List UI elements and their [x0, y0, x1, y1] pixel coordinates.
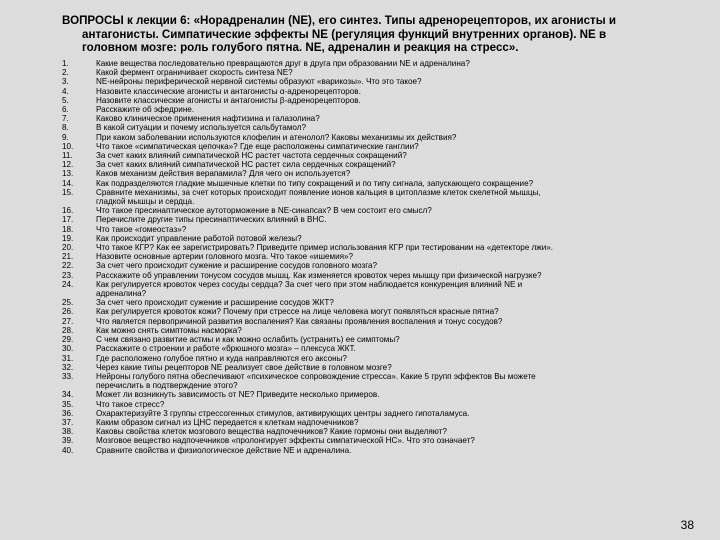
- question-text: [96, 169, 684, 178]
- question-text-line: Сравните свойства и физиологическое действие NE и адреналина.: [96, 445, 352, 455]
- question-item: [62, 363, 684, 372]
- title-line-3: головном мозге: роль голубого пятна. NE, адреналин и реакция на стресс».: [82, 41, 519, 55]
- question-text-line: Как регулируется кровоток через сосуды сердца? За счет чего при этом наблюдается конкуренция влияний NE и: [96, 279, 523, 289]
- question-number: 29.: [62, 335, 74, 345]
- question-text: [96, 77, 684, 86]
- question-text: [96, 446, 684, 455]
- question-text-line: Что такое «симпатическая цепочка»? Где еще расположены симпатические ганглии?: [96, 141, 419, 151]
- question-text-line: Как происходит управление работой потовой железы?: [96, 233, 302, 243]
- question-text-line: За счет чего происходит сужение и расширение сосудов головного мозга?: [96, 261, 378, 271]
- question-text-line: Какие вещества последовательно превращаются друг в друга при образовании NE и адреналина?: [96, 59, 470, 68]
- question-text-line: За счет чего происходит сужение и расширение сосудов ЖКТ?: [96, 298, 334, 308]
- question-item: [62, 390, 684, 399]
- question-text-line: NE-нейроны периферической нервной системы образуют «варикозы». Что это такое?: [96, 77, 422, 87]
- question-text-line: Мозговое вещество надпочечников «пролонгирует эффекты симпатической НС». Что это означает?: [96, 436, 475, 446]
- question-item: [62, 179, 684, 188]
- question-text-line: Сравните механизмы, за счет которых происходит появление ионов кальция в цитоплазме клеток скелетной мышцы,: [96, 187, 541, 197]
- question-item: [62, 68, 684, 77]
- question-item: [62, 436, 684, 445]
- question-number: 13.: [62, 169, 74, 179]
- question-text-line: При каком заболевании используются клофелин и атенолол? Каковы механизмы их действия?: [96, 132, 457, 142]
- question-text: [96, 68, 684, 77]
- question-text: [96, 234, 684, 243]
- question-number: 39.: [62, 436, 74, 446]
- question-text-line: Назовите основные артерии головного мозга. Что такое «ишемия»?: [96, 252, 354, 262]
- question-item: [62, 225, 684, 234]
- question-text: [96, 298, 684, 307]
- question-text: [96, 142, 684, 151]
- question-text: [96, 215, 684, 224]
- question-item: [62, 344, 684, 353]
- question-number: 36.: [62, 408, 74, 418]
- question-text: [96, 188, 684, 206]
- question-number: 26.: [62, 307, 74, 317]
- question-item: [62, 206, 684, 215]
- question-text-line: Что такое пресинаптическое аутоторможение в NE-синапсах? В чем состоит его смысл?: [96, 206, 432, 216]
- question-item: [62, 151, 684, 160]
- question-text-line: Расскажите о строении и работе «брюшного мозга» – плексуса ЖКТ.: [96, 344, 356, 354]
- question-text: [96, 105, 684, 114]
- question-item: [62, 142, 684, 151]
- question-text: [96, 160, 684, 169]
- question-number: 30.: [62, 344, 74, 354]
- question-text-line: перечислить в подтверждение этого?: [96, 381, 238, 391]
- question-text: [96, 363, 684, 372]
- question-number: 35.: [62, 399, 74, 409]
- question-item: [62, 133, 684, 142]
- question-text: [96, 317, 684, 326]
- question-item: [62, 418, 684, 427]
- question-text-line: Что такое КГР? Как ее зарегистрировать? Приведите пример использования КГР при тестировании на «детекторе лжи».: [96, 243, 554, 253]
- question-number: 25.: [62, 298, 74, 308]
- question-number: 1.: [62, 59, 69, 68]
- question-text-line: В какой ситуации и почему используется сальбутамол?: [96, 123, 307, 133]
- question-text: [96, 96, 684, 105]
- question-text: [96, 307, 684, 316]
- question-number: 12.: [62, 160, 74, 170]
- question-text-line: Охарактеризуйте 3 группы стрессогенных стимулов, активирующих центры заднего гипоталамуса.: [96, 408, 470, 418]
- question-text-line: Может ли возникнуть зависимость от NE? Приведите несколько примеров.: [96, 390, 380, 400]
- question-number: 7.: [62, 114, 69, 124]
- question-number: 14.: [62, 178, 74, 188]
- question-number: 2.: [62, 68, 69, 78]
- title-line-2: антагонисты. Симпатические эффекты NE (регуляция функций внутренних органов). NE в: [82, 27, 607, 41]
- question-text: [96, 87, 684, 96]
- question-item: [62, 427, 684, 436]
- question-text-line: За счет каких влияний симпатической НС растет сила сердечных сокращений?: [96, 160, 396, 170]
- question-text: [96, 335, 684, 344]
- question-item: [62, 409, 684, 418]
- question-number: 8.: [62, 123, 69, 133]
- question-item: [62, 317, 684, 326]
- question-text-line: Какой фермент ограничивает скорость синтеза NE?: [96, 68, 293, 78]
- question-text: [96, 436, 684, 445]
- question-item: [62, 188, 684, 206]
- question-text-line: За счет каких влияний симпатической НС растет частота сердечных сокращений?: [96, 151, 407, 161]
- question-text-line: Расскажите об эфедрине.: [96, 105, 195, 115]
- question-text: [96, 354, 684, 363]
- question-item: [62, 298, 684, 307]
- question-item: [62, 400, 684, 409]
- question-number: 18.: [62, 224, 74, 234]
- question-text: [96, 252, 684, 261]
- question-item: [62, 446, 684, 455]
- question-number: 20.: [62, 243, 74, 253]
- question-number: 16.: [62, 206, 74, 216]
- question-text-line: Каковы свойства клеток мозгового вещества надпочечников? Какие гормоны они выделяют?: [96, 427, 447, 437]
- title-line-1: ВОПРОСЫ к лекции 6: «Норадреналин (NE), его синтез. Типы адренорецепторов, их агонисты и: [62, 14, 616, 27]
- question-number: 38.: [62, 427, 74, 437]
- question-text-line: Через какие типы рецепторов NE реализует свое действие в головном мозге?: [96, 362, 392, 372]
- question-item: [62, 271, 684, 280]
- question-number: 19.: [62, 233, 74, 243]
- question-text: [96, 344, 684, 353]
- question-number: 3.: [62, 77, 69, 87]
- question-number: 23.: [62, 270, 74, 280]
- question-number: 28.: [62, 325, 74, 335]
- question-text: [96, 271, 684, 280]
- question-text-line: Каким образом сигнал из ЦНС передается к клеткам надпочечников?: [96, 417, 359, 427]
- question-text: [96, 372, 684, 390]
- question-text-line: адреналина?: [96, 289, 147, 299]
- question-text: [96, 59, 684, 68]
- question-text: [96, 123, 684, 132]
- question-item: [62, 123, 684, 132]
- question-text-line: Что является первопричиной развития воспаления? Как связаны проявления воспаления и тонус сосудов?: [96, 316, 503, 326]
- question-text-line: Как можно снять симптомы насморка?: [96, 325, 242, 335]
- question-text: [96, 326, 684, 335]
- question-number: 40.: [62, 445, 74, 455]
- question-number: 33.: [62, 371, 74, 381]
- question-text: [96, 133, 684, 142]
- question-text: [96, 114, 684, 123]
- question-text: [96, 280, 684, 298]
- question-item: [62, 335, 684, 344]
- question-text-line: Что такое стресс?: [96, 399, 165, 409]
- question-item: [62, 354, 684, 363]
- question-text-line: Что такое «гомеостаз»?: [96, 224, 187, 234]
- question-text: [96, 400, 684, 409]
- question-number: 22.: [62, 261, 74, 271]
- question-item: [62, 215, 684, 224]
- question-item: [62, 372, 684, 390]
- question-text-line: Как регулируется кровоток кожи? Почему при стрессе на лице человека могут появляться красные пятна?: [96, 307, 499, 317]
- question-item: [62, 243, 684, 252]
- question-number: 15.: [62, 187, 74, 197]
- question-text: [96, 409, 684, 418]
- question-item: [62, 114, 684, 123]
- question-text: [96, 225, 684, 234]
- question-text: [96, 179, 684, 188]
- question-text-line: Перечислите другие типы пресинаптических влияний в ВНС.: [96, 215, 327, 225]
- question-number: 34.: [62, 390, 74, 400]
- question-item: [62, 307, 684, 316]
- question-number: 4.: [62, 86, 69, 96]
- question-text-line: Как подразделяются гладкие мышечные клетки по типу сокращений и по типу сигнала, запускающего сокращение?: [96, 178, 534, 188]
- question-item: [62, 252, 684, 261]
- question-text-line: гладкой мышцы и сердца.: [96, 197, 195, 207]
- question-text-line: Назовите классические агонисты и антагонисты α-адренорецепторов.: [96, 86, 361, 96]
- question-text: [96, 390, 684, 399]
- question-number: 24.: [62, 279, 74, 289]
- question-number: 11.: [62, 151, 73, 161]
- question-item: [62, 96, 684, 105]
- question-text-line: Каков механизм действия верапамила? Для чего он используется?: [96, 169, 351, 179]
- question-text: [96, 427, 684, 436]
- question-list: [62, 59, 684, 455]
- question-item: [62, 326, 684, 335]
- question-text-line: Расскажите об управлении тонусом сосудов мышц. Как изменяется кровоток через мышцу при физической нагрузке?: [96, 270, 542, 280]
- question-item: [62, 280, 684, 298]
- question-number: 10.: [62, 141, 74, 151]
- question-text-line: Назовите классические агонисты и антагонисты β-адренорецепторов.: [96, 95, 361, 105]
- question-item: [62, 160, 684, 169]
- question-item: [62, 261, 684, 270]
- question-number: 17.: [62, 215, 74, 225]
- question-item: [62, 77, 684, 86]
- question-text: [96, 243, 684, 252]
- question-number: 31.: [62, 353, 74, 363]
- question-item: [62, 234, 684, 243]
- question-text: [96, 206, 684, 215]
- slide-title: [62, 14, 682, 55]
- question-text: [96, 151, 684, 160]
- question-text: [96, 261, 684, 270]
- question-number: 21.: [62, 252, 74, 262]
- question-number: 32.: [62, 362, 74, 372]
- question-number: 37.: [62, 417, 74, 427]
- question-number: 27.: [62, 316, 74, 326]
- question-item: [62, 87, 684, 96]
- question-number: 6.: [62, 105, 69, 115]
- question-text-line: Нейроны голубого пятна обеспечивают «психическое сопровождение стресса». Какие 5 групп эффектов Вы можете: [96, 371, 536, 381]
- question-text-line: Каково клиническое применения нафтизина и галазолина?: [96, 114, 320, 124]
- question-text: [96, 418, 684, 427]
- question-item: [62, 169, 684, 178]
- question-text-line: С чем связано развитие астмы и как можно ослабить (устранить) ее симптомы?: [96, 335, 400, 345]
- question-item: [62, 59, 684, 68]
- question-number: 5.: [62, 95, 69, 105]
- question-text-line: Где расположено голубое пятно и куда направляются его аксоны?: [96, 353, 347, 363]
- question-item: [62, 105, 684, 114]
- question-number: 9.: [62, 132, 69, 142]
- page-number: 38: [680, 518, 694, 532]
